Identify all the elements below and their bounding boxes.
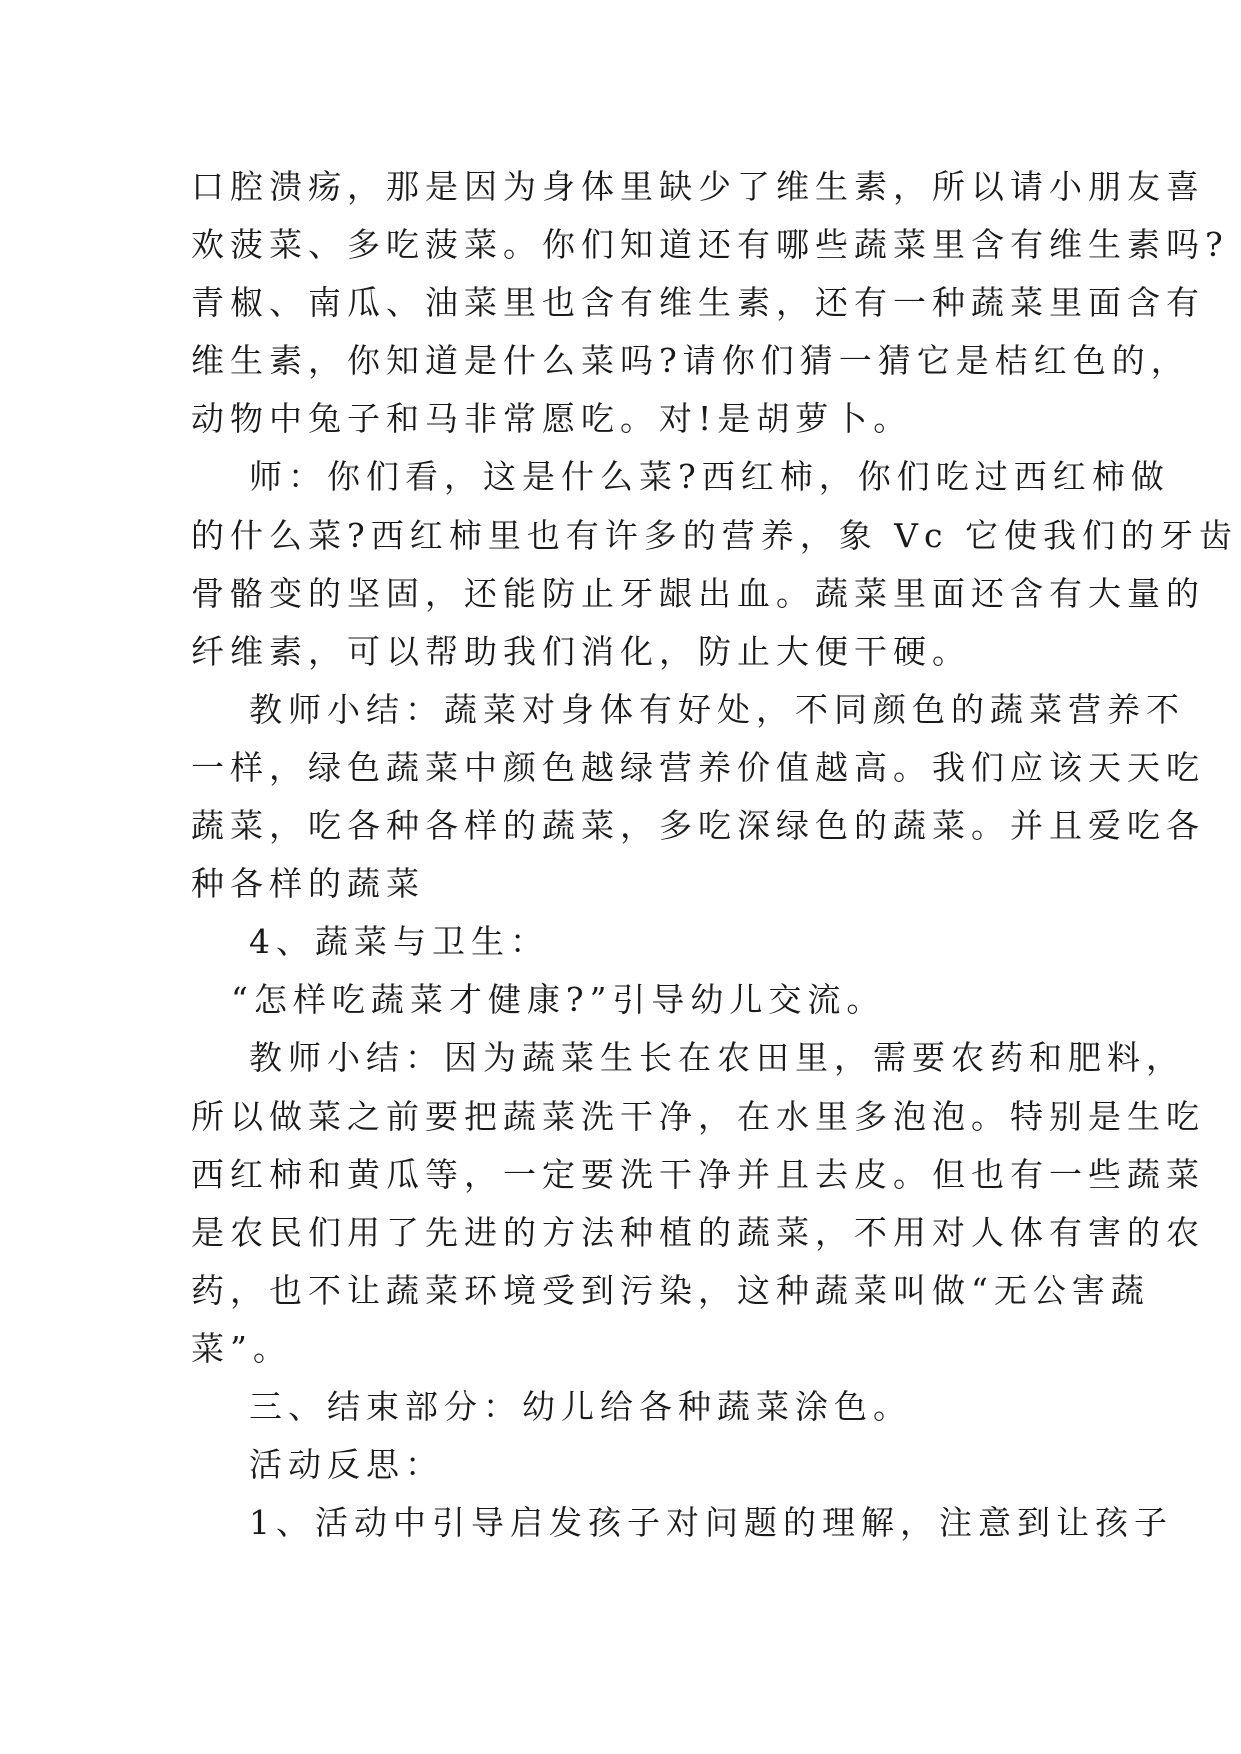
text-line-3: 青椒、南瓜、油菜里也含有维生素，还有一种蔬菜里面含有 [191, 283, 1205, 323]
section-heading-ending: 三、结束部分：幼儿给各种蔬菜涂色。 [249, 1386, 912, 1426]
text-line-9: 纤维素，可以帮助我们消化，防止大便干硬。 [191, 631, 971, 671]
paragraph-teacher-summary-1: 教师小结：蔬菜对身体有好处，不同颜色的蔬菜营养不 [249, 689, 1185, 729]
paragraph-teacher-question: 师：你们看，这是什么菜?西红柿，你们吃过西红柿做 [249, 457, 1170, 497]
paragraph-teacher-summary-2: 教师小结：因为蔬菜生长在农田里，需要农药和肥料， [249, 1038, 1185, 1078]
section-heading-hygiene: 4、蔬菜与卫生： [249, 922, 549, 962]
text-line-20: 药，也不让蔬菜环境受到污染，这种蔬菜叫做“无公害蔬 [191, 1270, 1150, 1310]
section-heading-reflection: 活动反思： [249, 1445, 444, 1485]
paragraph-reflection-1: 1、活动中引导启发孩子对问题的理解，注意到让孩子 [249, 1503, 1173, 1543]
text-line-5: 动物中兔子和马非常愿吃。对!是胡萝卜。 [191, 399, 913, 439]
text-line-2: 欢菠菜、多吃菠菜。你们知道还有哪些蔬菜里含有维生素吗? [191, 225, 1229, 265]
text-line-1: 口腔溃疡，那是因为身体里缺少了维生素，所以请小朋友喜 [191, 167, 1205, 206]
text-line-8: 骨骼变的坚固，还能防止牙龈出血。蔬菜里面还含有大量的 [191, 573, 1205, 613]
text-line-18: 西红柿和黄瓜等，一定要洗干净并且去皮。但也有一些蔬菜 [191, 1154, 1205, 1194]
text-line-17: 所以做菜之前要把蔬菜洗干净，在水里多泡泡。特别是生吃 [191, 1096, 1205, 1136]
text-line-21: 菜”。 [191, 1328, 292, 1368]
text-line-19: 是农民们用了先进的方法种植的蔬菜，不用对人体有害的农 [191, 1212, 1205, 1252]
text-line-11: 一样，绿色蔬菜中颜色越绿营养价值越高。我们应该天天吃 [191, 747, 1205, 787]
text-line-12: 蔬菜，吃各种各样的蔬菜，多吃深绿色的蔬菜。并且爱吃各 [191, 806, 1205, 846]
text-line-13: 种各样的蔬菜 [191, 864, 425, 904]
document-body [191, 158, 1238, 1552]
paragraph-question: “怎样吃蔬菜才健康?”引导幼儿交流。 [231, 980, 886, 1020]
text-line-4: 维生素，你知道是什么菜吗?请你们猜一猜它是桔红色的， [191, 341, 1190, 381]
text-line-7: 的什么菜?西红柿里也有许多的营养，象 Vc 它使我们的牙齿 [191, 515, 1238, 555]
